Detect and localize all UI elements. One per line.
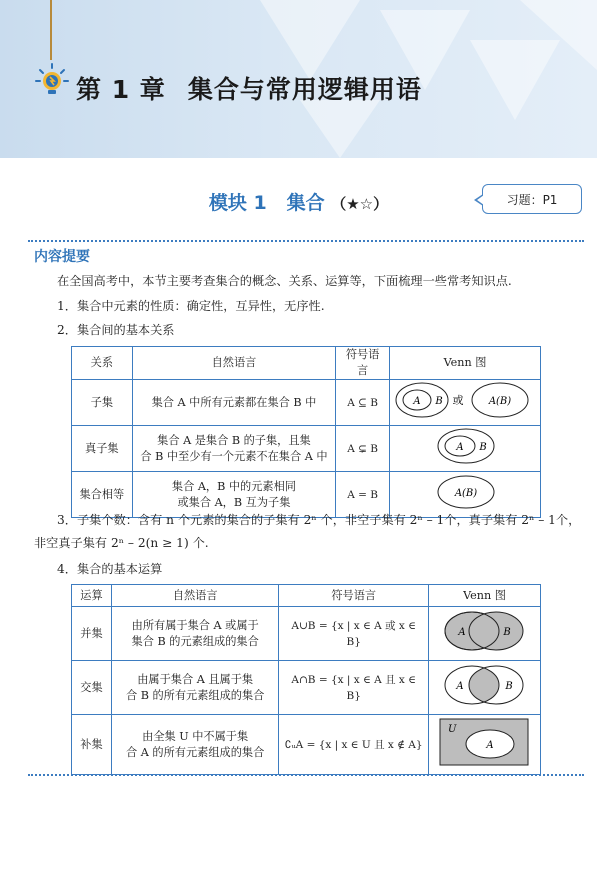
point-2: 2．集合间的基本关系 (57, 323, 175, 337)
natural-language-cell (132, 426, 336, 472)
natural-language-cell (132, 380, 336, 426)
header-cell: 符号语言 (279, 585, 429, 607)
lang-line: 集合 A，B 中的元素相同 (171, 479, 296, 493)
lang-line: 由所有属于集合 A 或属于 (131, 618, 259, 632)
table-header-row (72, 347, 541, 380)
operation-cell: 并集 (72, 607, 112, 661)
table-row (72, 661, 541, 715)
point-3-line-1: 3．子集个数：含有 n 个元素的集合的子集有 2ⁿ 个，非空子集有 2ⁿ – 1个，真子集有 2ⁿ – 1个， (57, 513, 581, 527)
lang-line: 由全集 U 中不属于集 (142, 729, 249, 743)
venn-label-ab: A(B) (488, 396, 512, 407)
header-cell: 运算 (72, 585, 112, 607)
point-3-line-2: 非空真子集有 2ⁿ – 2(n ≥ 1) 个. (34, 536, 209, 550)
lang-line: 合 A 的所有元素组成的集合 (126, 745, 265, 759)
symbol-cell: A∪B = {x | x ∈ A 或 x ∈ B} (279, 607, 429, 661)
operation-cell: 交集 (72, 661, 112, 715)
venn-label-a: A (456, 442, 464, 453)
table-header-row (72, 585, 541, 607)
chapter-number: 第 1 章 (76, 75, 166, 104)
venn-or-text: 或 (452, 394, 464, 407)
venn-label-a: A (413, 396, 421, 407)
section-title: 内容提要 (34, 249, 90, 265)
lang-line: 合 B 的所有元素组成的集合 (125, 688, 265, 702)
lang-line: 集合 A 是集合 B 的子集，且集 (157, 433, 311, 447)
lightbulb-icon (34, 62, 70, 98)
venn-label-b: B (479, 442, 487, 453)
venn-label-a: A (458, 627, 467, 638)
intro-text: 在全国高考中，本节主要考查集合的概念、关系、运算等，下面梳理一些常考知识点. (57, 274, 512, 288)
venn-equal-diagram (394, 472, 536, 512)
point-4: 4．集合的基本运算 (57, 562, 163, 576)
venn-complement-diagram (434, 716, 534, 768)
section-divider-bottom (28, 774, 584, 776)
venn-label-a: A (456, 681, 465, 692)
symbol-cell: ∁ᵤA = {x | x ∈ U 且 x ∉ A} (279, 715, 429, 775)
venn-label-b: B (435, 396, 443, 407)
operation-cell: 补集 (72, 715, 112, 775)
difficulty-stars: （★☆） (331, 195, 389, 213)
venn-proper-subset-diagram (394, 426, 536, 466)
venn-label-a: A (486, 740, 495, 751)
header-cell: 关系 (72, 347, 133, 380)
venn-cell (428, 607, 540, 661)
relations-table (71, 346, 541, 518)
header-cell: Venn 图 (389, 347, 540, 380)
symbol-cell: A ⊆ B (336, 380, 390, 426)
table-row (72, 715, 541, 775)
chapter-title (76, 70, 422, 106)
venn-cell (428, 661, 540, 715)
natural-language-cell (111, 661, 278, 715)
venn-cell (389, 380, 540, 426)
lang-line: 合 B 中至少有一个元素不在集合 A 中 (140, 449, 328, 463)
header-cell: Venn 图 (428, 585, 540, 607)
venn-label-u: U (448, 724, 457, 735)
hanging-wire (50, 0, 52, 60)
symbol-cell: A ⊊ B (336, 426, 390, 472)
relation-cell: 子集 (72, 380, 133, 426)
table-row (72, 426, 541, 472)
section-divider-top (28, 240, 584, 242)
relation-cell: 真子集 (72, 426, 133, 472)
venn-cell (389, 426, 540, 472)
symbol-cell: A = B (336, 472, 390, 518)
module-name: 集合 (286, 192, 325, 214)
symbol-cell: A∩B = {x | x ∈ A 且 x ∈ B} (279, 661, 429, 715)
table-row (72, 380, 541, 426)
header-cell: 自然语言 (111, 585, 278, 607)
exercise-label: 习题：P1 (506, 192, 558, 207)
module-number: 模块 1 (208, 192, 267, 214)
header-cell: 符号语言 (336, 347, 390, 380)
lang-line: 集合 B 的元素组成的集合 (131, 634, 259, 648)
venn-cell (428, 715, 540, 775)
venn-label-ab: A(B) (454, 488, 478, 499)
venn-label-b: B (505, 681, 514, 692)
header-cell: 自然语言 (132, 347, 336, 380)
venn-intersection-diagram (434, 662, 534, 708)
chapter-name: 集合与常用逻辑用语 (187, 75, 422, 104)
venn-subset-diagram (394, 380, 536, 420)
lang-line: 由属于集合 A 且属于集 (137, 672, 254, 686)
lang-line: 或集合 A，B 互为子集 (177, 495, 291, 509)
lang-line: 集合 A 中所有元素都在集合 B 中 (151, 395, 317, 409)
point-1: 1．集合中元素的性质：确定性，互异性，无序性. (57, 299, 325, 313)
venn-label-b: B (503, 627, 512, 638)
exercise-link-badge[interactable] (482, 184, 582, 214)
chapter-header-band (0, 0, 597, 158)
table-row (72, 607, 541, 661)
relation-cell: 集合相等 (72, 472, 133, 518)
natural-language-cell (111, 607, 278, 661)
venn-union-diagram (434, 608, 534, 654)
operations-table (71, 584, 541, 775)
natural-language-cell (111, 715, 278, 775)
